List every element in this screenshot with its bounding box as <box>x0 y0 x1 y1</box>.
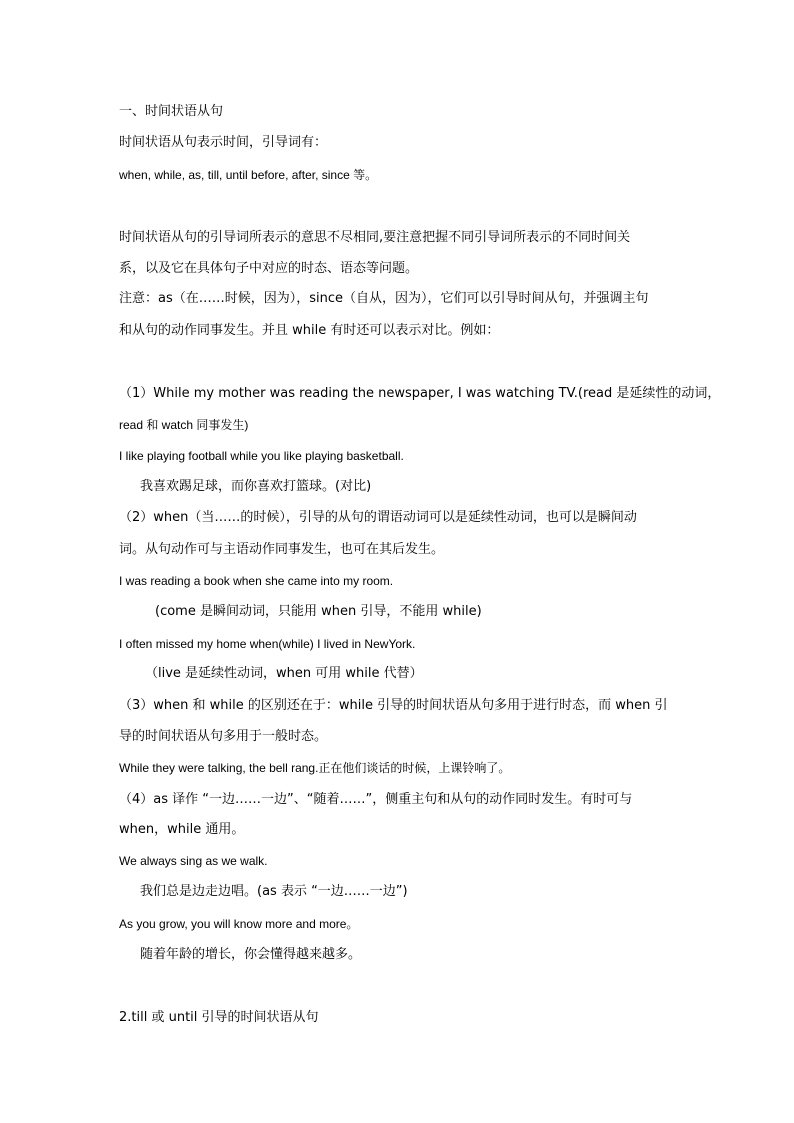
example-3-line-1: （3）when 和 while 的区别还在于：while 引导的时间状语从句多用于进行时态，而 when 引 <box>119 698 668 713</box>
example-4-translation-1: 我们总是边走边唱。(as 表示 “一边……一边”) <box>140 884 408 899</box>
example-2-note-1: (come 是瞬间动词，只能用 when 引导，不能用 while) <box>155 604 482 619</box>
example-4-sentence-2: As you grow, you will know more and more。 <box>119 917 359 931</box>
intro-line-1: 时间状语从句表示时间，引导词有： <box>119 135 328 150</box>
example-3-line-2: 导的时间状语从句多用于一般时态。 <box>119 729 328 744</box>
example-1-translation: 我喜欢踢足球，而你喜欢打篮球。(对比) <box>140 479 372 494</box>
example-2-line-2: 词。从句动作可与主语动作同事发生，也可在其后发生。 <box>119 542 445 557</box>
intro-line-2: when, while, as, till, until before, after, since 等。 <box>119 168 378 182</box>
section-heading-time-clause: 一、时间状语从句 <box>119 104 224 119</box>
example-2-line-1: （2）when（当……的时候），引导的从句的谓语动词可以是延续性动词，也可以是瞬间动 <box>119 510 637 525</box>
example-1-line-1: （1）While my mother was reading the newspaper, I was watching TV.(read 是延续性的动词， <box>119 386 721 401</box>
example-4-line-1: （4）as 译作 “一边……一边”、“随着……”，侧重主句和从句的动作同时发生。有时可与 <box>119 792 633 807</box>
example-1-sentence: I like playing football while you like playing basketball. <box>119 449 404 463</box>
example-4-line-2: when，while 通用。 <box>119 822 245 837</box>
paragraph-1-line-2: 系，以及它在具体句子中对应的时态、语态等问题。 <box>119 261 419 276</box>
example-4-translation-2: 随着年龄的增长，你会懂得越来越多。 <box>140 947 362 962</box>
note-line-1: 注意：as（在……时候，因为），since（自从，因为），它们可以引导时间从句，并强调主句 <box>119 291 649 306</box>
note-line-2: 和从句的动作同事发生。并且 while 有时还可以表示对比。例如： <box>119 323 500 338</box>
example-4-sentence-1: We always sing as we walk. <box>119 854 268 868</box>
example-3-sentence: While they were talking, the bell rang.正在他们谈话的时候，上课铃响了。 <box>119 761 511 775</box>
paragraph-1-line-1: 时间状语从句的引导词所表示的意思不尽相同,要注意把握不同引导词所表示的不同时间关 <box>119 230 631 245</box>
example-1-line-2: read 和 watch 同事发生) <box>119 418 249 432</box>
example-2-sentence-2: I often missed my home when(while) I lived in NewYork. <box>119 637 416 651</box>
example-2-note-2: （live 是延续性动词，when 可用 while 代替） <box>145 666 423 681</box>
section-heading-till-until: 2.till 或 until 引导的时间状语从句 <box>119 1010 319 1025</box>
example-2-sentence-1: I was reading a book when she came into my room. <box>119 574 394 588</box>
